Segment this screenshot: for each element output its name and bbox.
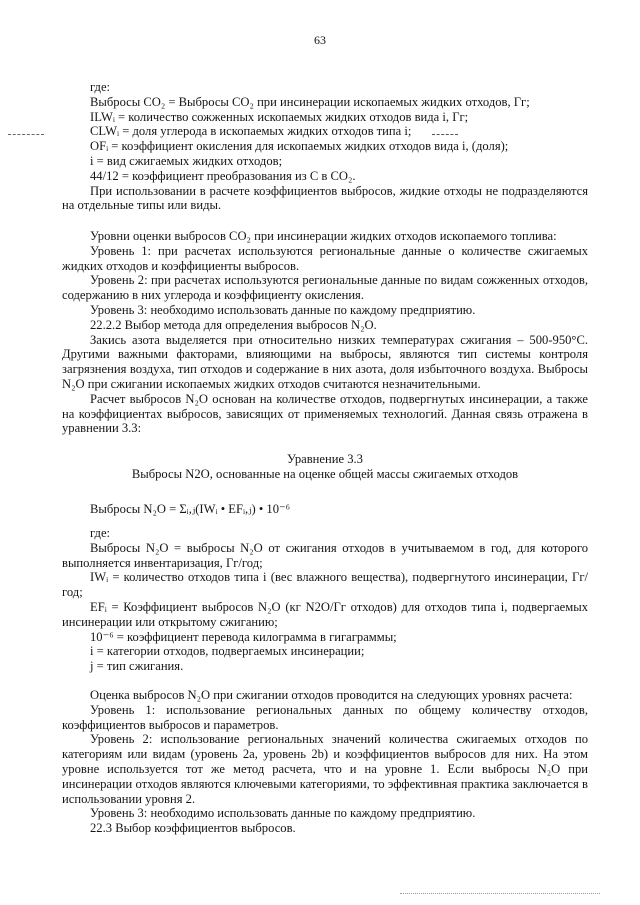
n2o-tier-1: Уровень 1: использование региональных данных по общему количеству отходов, коэффициентов выбросов и параметров. xyxy=(62,702,588,732)
co2-tier-1: Уровень 1: при расчетах используются региональные данные о количестве сжигаемых жидких отходов и коэффициенты выбросов. xyxy=(62,243,588,273)
section-22-2-2: 22.2.2 Выбор метода для определения выбросов N₂O. xyxy=(90,317,377,332)
def-i-2: i = категории отходов, подвергаемых инсинерации; xyxy=(90,644,365,659)
def-10-6: 10⁻⁶ = коэффициент перевода килограмма в гигаграммы; xyxy=(90,629,397,644)
co2-tier-2: Уровень 2: при расчетах используются региональные данные по видам сожженных отходов, содержанию в них углерода и коэффициенту окисления. xyxy=(62,273,588,303)
co2-tier-3: Уровень 3: необходимо использовать данные по каждому предприятию. xyxy=(90,302,476,317)
equation-title: Уравнение 3.3 xyxy=(287,452,363,466)
page-number: 63 xyxy=(314,33,326,47)
def-i: i = вид сжигаемых жидких отходов; xyxy=(90,153,283,168)
co2-tiers-heading: Уровни оценки выбросов CO₂ при инсинерации жидких отходов ископаемого топлива: xyxy=(90,229,557,243)
equation-subtitle: Выбросы N2O, основанные на оценке общей массы сжигаемых отходов xyxy=(131,466,519,481)
scan-artifact-bottom xyxy=(400,893,600,895)
where-label-2: где: xyxy=(90,526,111,540)
equation-block xyxy=(62,452,588,516)
where-label: где: xyxy=(90,80,111,94)
co2-tiers xyxy=(62,229,588,436)
def-ef: EFᵢ = Коэффициент выбросов N₂O (кг N2O/Гг отходов) для отходов типа i, подвергаемых инсинерации или открытому сжиганию; xyxy=(62,599,588,629)
def-co2-emissions: Выбросы CO₂ = Выбросы CO₂ при инсинерации ископаемых жидких отходов, Гг; xyxy=(90,94,530,109)
n2o-tiers xyxy=(62,688,588,836)
note-coefficients: При использовании в расчете коэффициентов выбросов, жидкие отходы не подразделяются на отдельные типы или виды. xyxy=(62,183,588,213)
n2o-calculation-intro: Расчет выбросов N₂O основан на количестве отходов, подвергнутых инсинерации, а также на коэффициентах выбросов, зависящих от применяемых технологий. Данная связь отражена в уравнении 3.3: xyxy=(62,391,588,436)
def-ilw: ILWᵢ = количество сожженных ископаемых жидких отходов вида i, Гг; xyxy=(90,109,469,124)
def-n2o-emissions: Выбросы N₂O = выбросы N₂O от сжигания отходов в учитываемом в год, для которого выполняется инвентаризация, Гг/год; xyxy=(62,540,588,570)
scan-artifact-left xyxy=(8,134,44,136)
def-44-12: 44/12 = коэффициент преобразования из С в CO₂. xyxy=(90,168,356,183)
n2o-tier-2: Уровень 2: использование региональных значений количества сжигаемых отходов по категориям или видам (уровень 2a, уровень 2b) и коэффициентов выбросов для них. На этом уровне используется тот же метод расчета, что и на уровне 1. Если выбросы N₂O при инсинерации отходов являются ключевыми категориями, то эффективная практика заключается в использовании уровня 2. xyxy=(62,732,588,806)
n2o-description: Закись азота выделяется при относительно низких температурах сжигания – 500-950°С. Другими важными факторами, влияющими на выбросы, являются тип системы контроля загрязнения воздуха, тип отходов и содержание в них азота, доля избыточного воздуха. Выбросы N₂O при сжигании ископаемых жидких отходов считаются незначительными. xyxy=(62,332,588,391)
n2o-tiers-heading: Оценка выбросов N₂O при сжигании отходов проводится на следующих уровнях расчета: xyxy=(90,688,573,702)
def-iw: IWᵢ = количество отходов типа i (вес влажного вещества), подвергнутого инсинерации, Гг/год; xyxy=(62,570,588,600)
co2-definitions xyxy=(62,80,588,213)
def-clw: CLWᵢ = доля углерода в ископаемых жидких отходов типа i; xyxy=(90,124,412,139)
def-j: j = тип сжигания. xyxy=(90,659,184,674)
def-of: OFᵢ = коэффициент окисления для ископаемых жидких отходов вида i, (доля); xyxy=(90,139,509,154)
n2o-definitions xyxy=(62,526,588,674)
section-22-3: 22.3 Выбор коэффициентов выбросов. xyxy=(90,821,296,836)
n2o-tier-3: Уровень 3: необходимо использовать данные по каждому предприятию. xyxy=(90,806,476,821)
equation-formula: Выбросы N₂O = Σᵢ,ⱼ(IWᵢ • EFᵢ,ⱼ) • 10⁻⁶ xyxy=(90,501,291,516)
